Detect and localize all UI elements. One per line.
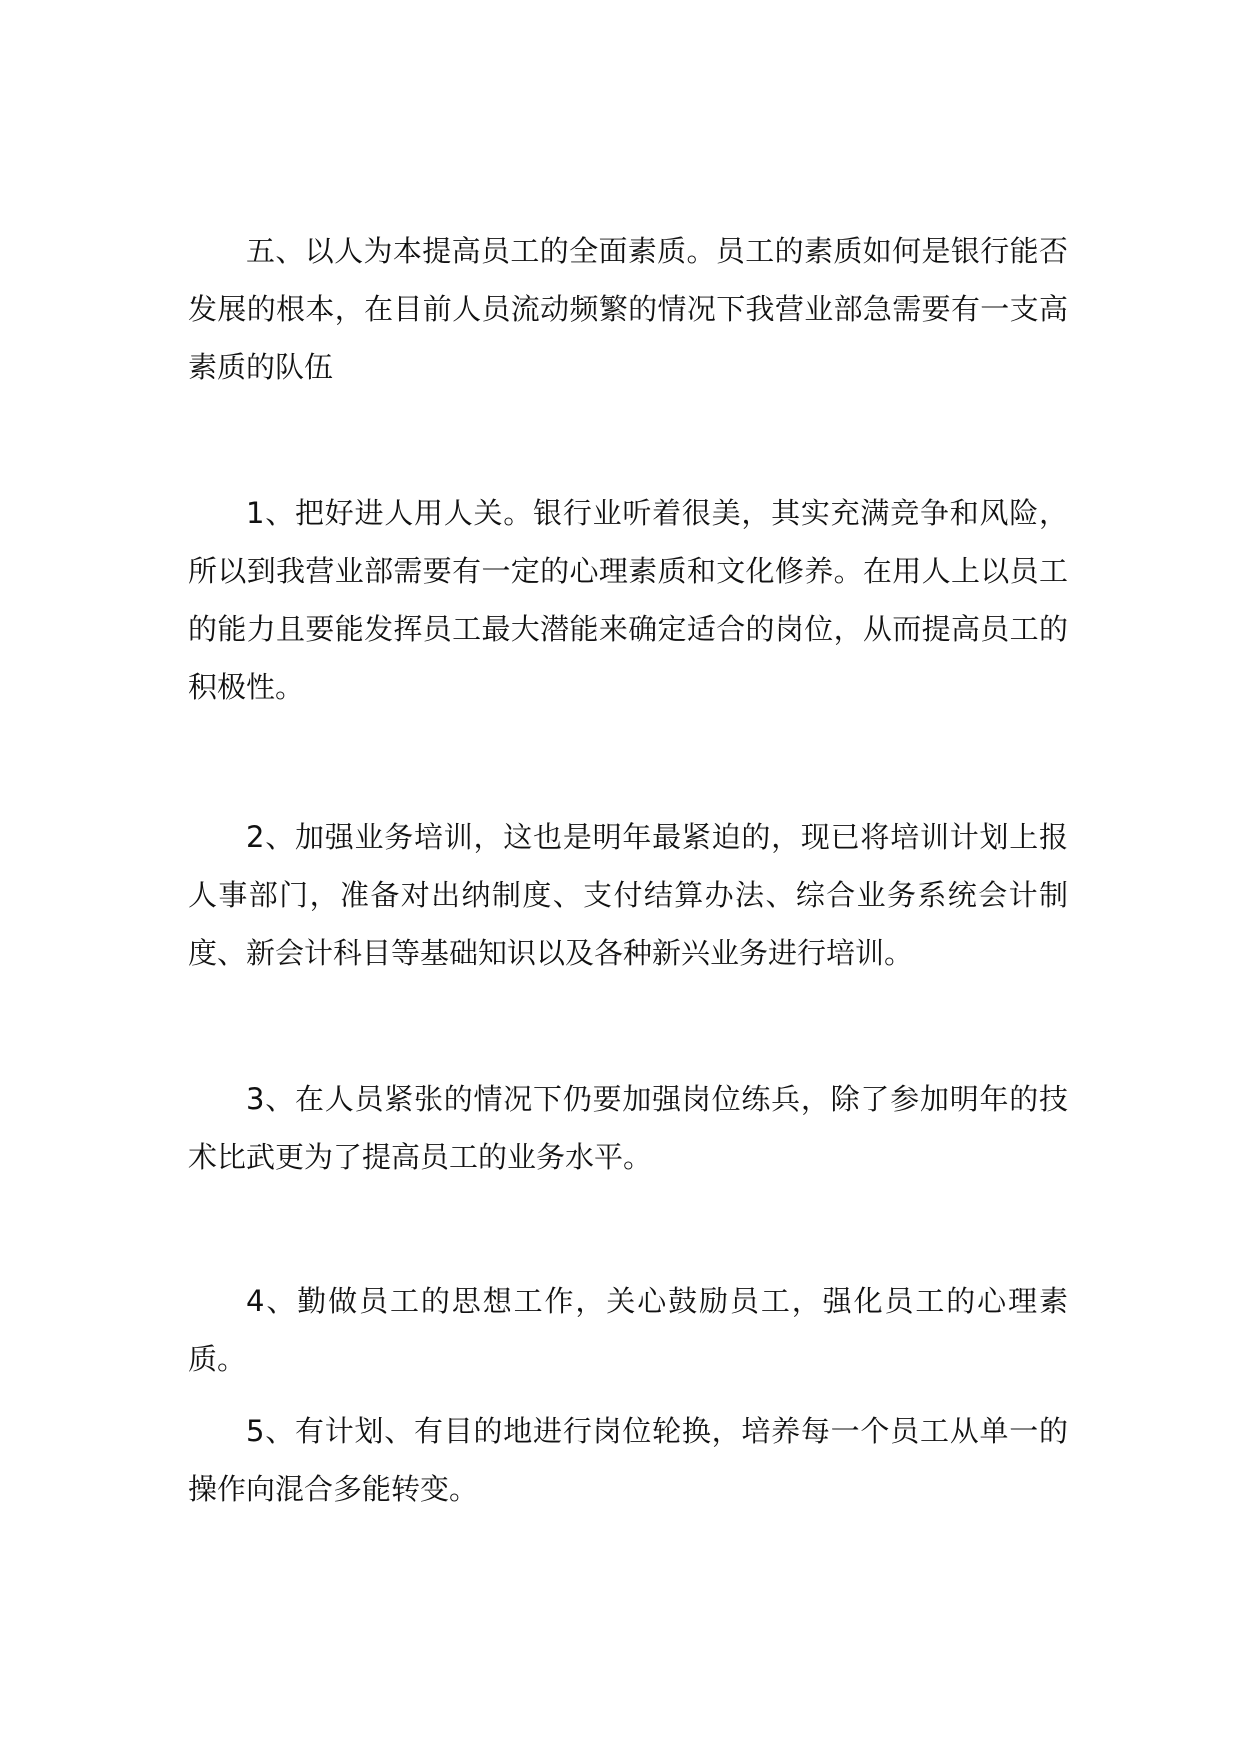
- list-item-2-paragraph: 2、加强业务培训，这也是明年最紧迫的，现已将培训计划上报人事部门，准备对出纳制度、支付结算办法、综合业务系统会计制度、新会计科目等基础知识以及各种新兴业务进行培训。: [188, 820, 1068, 970]
- section-five-heading-paragraph: 五、以人为本提高员工的全面素质。员工的素质如何是银行能否发展的根本，在目前人员流动频繁的情况下我营业部急需要有一支高素质的队伍: [188, 234, 1068, 384]
- list-item-3-paragraph: 3、在人员紧张的情况下仍要加强岗位练兵，除了参加明年的技术比武更为了提高员工的业务水平。: [188, 1082, 1068, 1174]
- list-item-5-paragraph: 5、有计划、有目的地进行岗位轮换，培养每一个员工从单一的操作向混合多能转变。: [188, 1414, 1068, 1506]
- list-item-1-paragraph: 1、把好进人用人关。银行业听着很美，其实充满竞争和风险，所以到我营业部需要有一定的心理素质和文化修养。在用人上以员工的能力且要能发挥员工最大潜能来确定适合的岗位，从而提高员工的积极性。: [188, 496, 1068, 704]
- list-item-4-paragraph: 4、勤做员工的思想工作，关心鼓励员工，强化员工的心理素质。: [188, 1284, 1068, 1376]
